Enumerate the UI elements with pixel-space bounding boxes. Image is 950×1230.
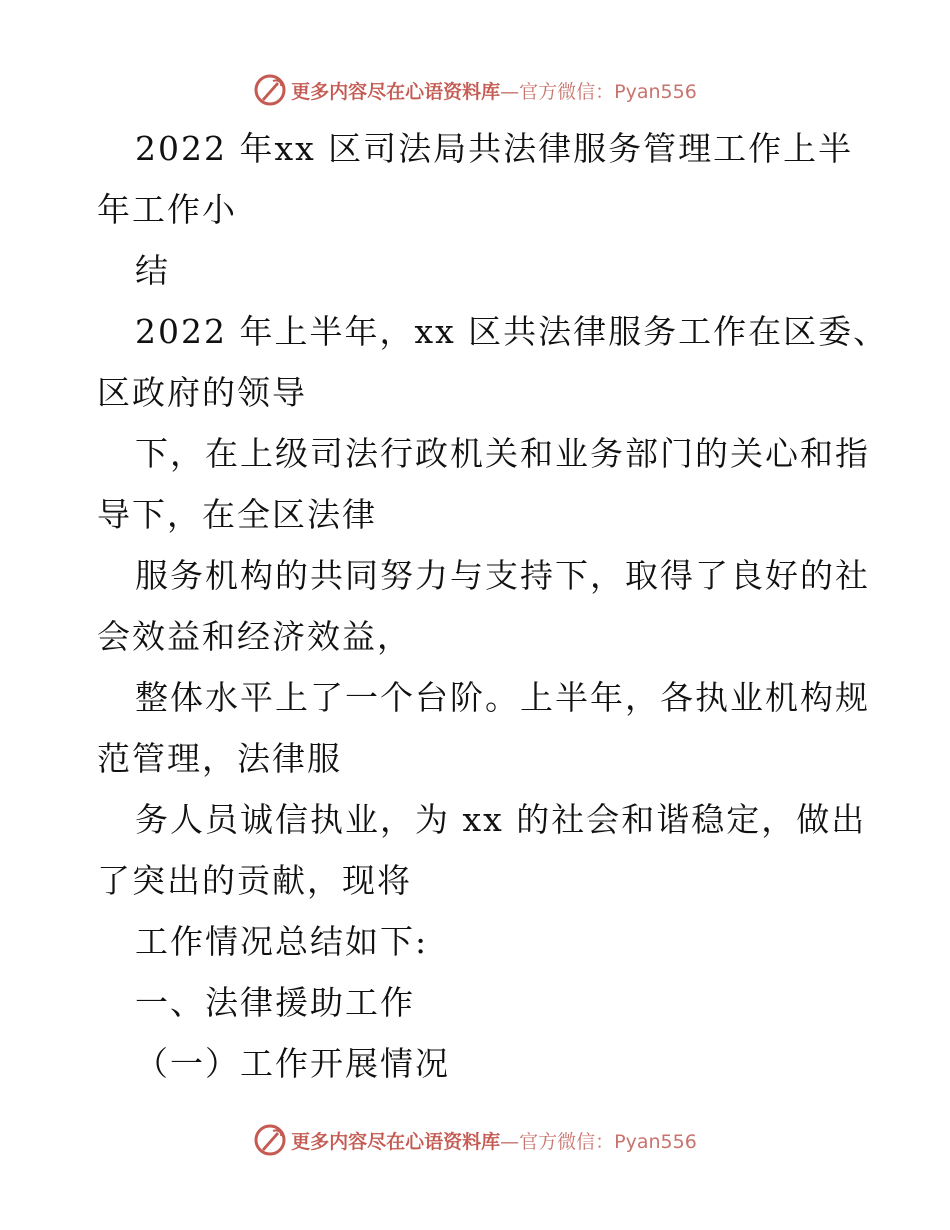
title-line-3: 结 [135, 251, 170, 290]
subsection-heading: （一）工作开展情况 [135, 1044, 450, 1083]
paragraph-line: 整体水平上了一个台阶。上半年，各执业机构规 [135, 678, 870, 717]
paragraph-line: 会效益和经济效益， [97, 617, 412, 656]
watermark-header [0, 70, 950, 110]
paragraph-line: 了突出的贡献，现将 [97, 861, 412, 900]
paragraph-line: 务人员诚信执业，为 xx 的社会和谐稳定，做出 [135, 800, 867, 839]
watermark-wechat: 官方微信：Pyan556 [519, 1130, 697, 1153]
quill-logo-icon [253, 1123, 287, 1157]
paragraph-line: 范管理，法律服 [97, 739, 342, 778]
document-body [97, 118, 889, 1094]
quill-logo-icon [253, 73, 287, 107]
paragraph-line: 2022 年上半年，xx 区共法律服务工作在区委、 [135, 312, 889, 351]
watermark-brand: 更多内容尽在心语资料库 [291, 1130, 501, 1153]
watermark-text [291, 77, 697, 104]
paragraph-line: 工作情况总结如下: [135, 922, 429, 961]
title-line-2: 年工作小 [97, 190, 237, 229]
paragraph-line: 区政府的领导 [97, 373, 307, 412]
section-heading: 一、法律援助工作 [135, 983, 415, 1022]
paragraph-line: 服务机构的共同努力与支持下，取得了良好的社 [135, 556, 870, 595]
watermark-brand: 更多内容尽在心语资料库 [291, 80, 501, 103]
watermark-text [291, 1127, 697, 1154]
paragraph-line: 下，在上级司法行政机关和业务部门的关心和指 [135, 434, 870, 473]
watermark-sep: — [500, 80, 520, 103]
watermark-footer [0, 1120, 950, 1160]
watermark-sep: — [500, 1130, 520, 1153]
title-line-1: 2022 年xx 区司法局共法律服务管理工作上半 [135, 129, 854, 168]
watermark-wechat: 官方微信：Pyan556 [519, 80, 697, 103]
paragraph-line: 导下，在全区法律 [97, 495, 377, 534]
